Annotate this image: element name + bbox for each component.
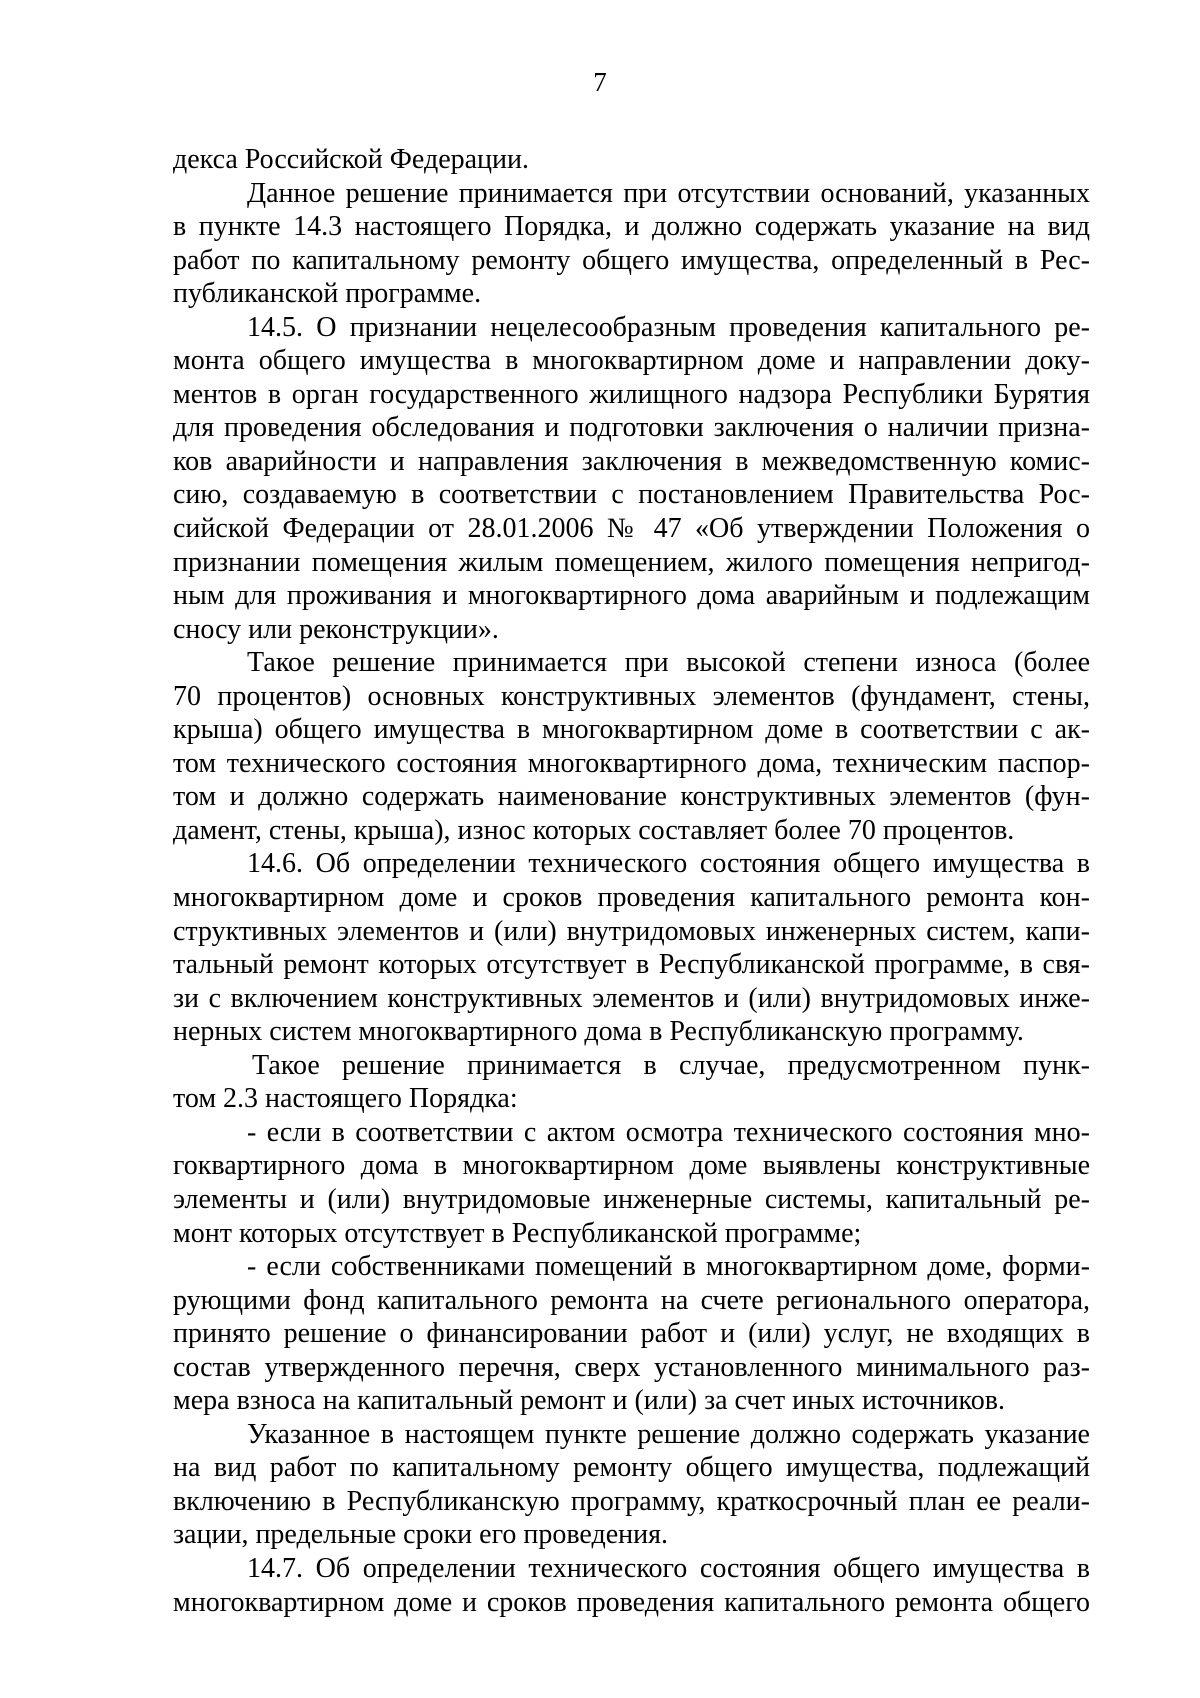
text-line: Такое решение принимается при высокой степени износа (более bbox=[247, 647, 1090, 679]
text-line: сийской Федерации от 28.01.2006 № 47 «Об утверждении Положения о bbox=[173, 513, 1090, 545]
text-line: сносу или реконструкции». bbox=[173, 613, 499, 645]
page-number: 7 bbox=[593, 67, 607, 97]
text-line: элементы и (или) внутридомовые инженерные системы, капитальный ре- bbox=[173, 1183, 1090, 1215]
text-line: 14.6. Об определении технического состояния общего имущества в bbox=[247, 848, 1090, 880]
text-line: том технического состояния многоквартирного дома, техническим паспор- bbox=[173, 747, 1090, 779]
text-line: дамент, стены, крыша), износ которых составляет более 70 процентов. bbox=[173, 814, 1015, 846]
text-line: 14.7. Об определении технического состояния общего имущества в bbox=[247, 1552, 1090, 1584]
text-line: том и должно содержать наименование конструктивных элементов (фун- bbox=[173, 781, 1090, 813]
text-line: публиканской программе. bbox=[173, 278, 482, 310]
text-line: крыша) общего имущества в многоквартирном доме в соответствии с ак- bbox=[173, 714, 1090, 746]
text-line: том 2.3 настоящего Порядка: bbox=[173, 1083, 518, 1115]
text-line: мера взноса на капитальный ремонт и (или) за счет иных источников. bbox=[173, 1385, 1005, 1417]
text-line: монта общего имущества в многоквартирном доме и направлении доку- bbox=[173, 345, 1090, 377]
text-line: - если собственниками помещений в многоквартирном доме, форми- bbox=[247, 1251, 1090, 1283]
text-line: Такое решение принимается в случае, предусмотренном пунк- bbox=[252, 1049, 1090, 1081]
text-line: зи с включением конструктивных элементов и (или) внутридомовых инже- bbox=[173, 982, 1090, 1014]
text-line: в пункте 14.3 настоящего Порядка, и должно содержать указание на вид bbox=[173, 211, 1090, 243]
document-body bbox=[173, 143, 1090, 1619]
text-line: структивных элементов и (или) внутридомовых инженерных систем, капи- bbox=[173, 915, 1090, 947]
text-line: сию, создаваемую в соответствии с постановлением Правительства Рос- bbox=[173, 479, 1090, 511]
text-line: тальный ремонт которых отсутствует в Республиканской программе, в свя- bbox=[173, 949, 1090, 981]
text-line: состав утвержденного перечня, сверх установленного минимального раз- bbox=[173, 1351, 1090, 1383]
text-line: для проведения обследования и подготовки заключения о наличии призна- bbox=[173, 412, 1090, 444]
text-line: многоквартирном доме и сроков проведения капитального ремонта кон- bbox=[173, 882, 1090, 914]
text-line: признании помещения жилым помещением, жилого помещения непригод- bbox=[173, 546, 1090, 578]
text-line: декса Российской Федерации. bbox=[173, 144, 530, 175]
text-line: 70 процентов) основных конструктивных элементов (фундамент, стены, bbox=[173, 680, 1090, 712]
text-line: Указанное в настоящем пункте решение должно содержать указание bbox=[247, 1418, 1090, 1450]
text-line: ментов в орган государственного жилищного надзора Республики Бурятия bbox=[173, 378, 1090, 410]
text-line: зации, предельные сроки его проведения. bbox=[173, 1519, 668, 1551]
text-line: монт которых отсутствует в Республиканской программе; bbox=[173, 1217, 862, 1249]
text-line: ков аварийности и направления заключения в межведомственную комис- bbox=[173, 445, 1090, 477]
text-line: гоквартирного дома в многоквартирном доме выявлены конструктивные bbox=[173, 1150, 1090, 1182]
text-line: нерных систем многоквартирного дома в Республиканскую программу. bbox=[173, 1016, 1024, 1048]
text-line: рующими фонд капитального ремонта на счете регионального оператора, bbox=[173, 1284, 1090, 1316]
text-line: Данное решение принимается при отсутствии оснований, указанных bbox=[247, 177, 1090, 209]
text-line: ным для проживания и многоквартирного дома аварийным и подлежащим bbox=[173, 580, 1090, 612]
text-line: многоквартирном доме и сроков проведения капитального ремонта общего bbox=[173, 1586, 1090, 1618]
text-line: работ по капитальному ремонту общего имущества, определенный в Рес- bbox=[173, 244, 1090, 276]
text-line: принято решение о финансировании работ и (или) услуг, не входящих в bbox=[173, 1318, 1090, 1350]
text-line: - если в соответствии с актом осмотра технического состояния мно- bbox=[247, 1116, 1090, 1148]
text-line: на вид работ по капитальному ремонту общего имущества, подлежащий bbox=[173, 1452, 1090, 1484]
text-line: 14.5. О признании нецелесообразным проведения капитального ре- bbox=[247, 311, 1090, 343]
text-line: включению в Республиканскую программу, краткосрочный план ее реали- bbox=[173, 1485, 1090, 1517]
